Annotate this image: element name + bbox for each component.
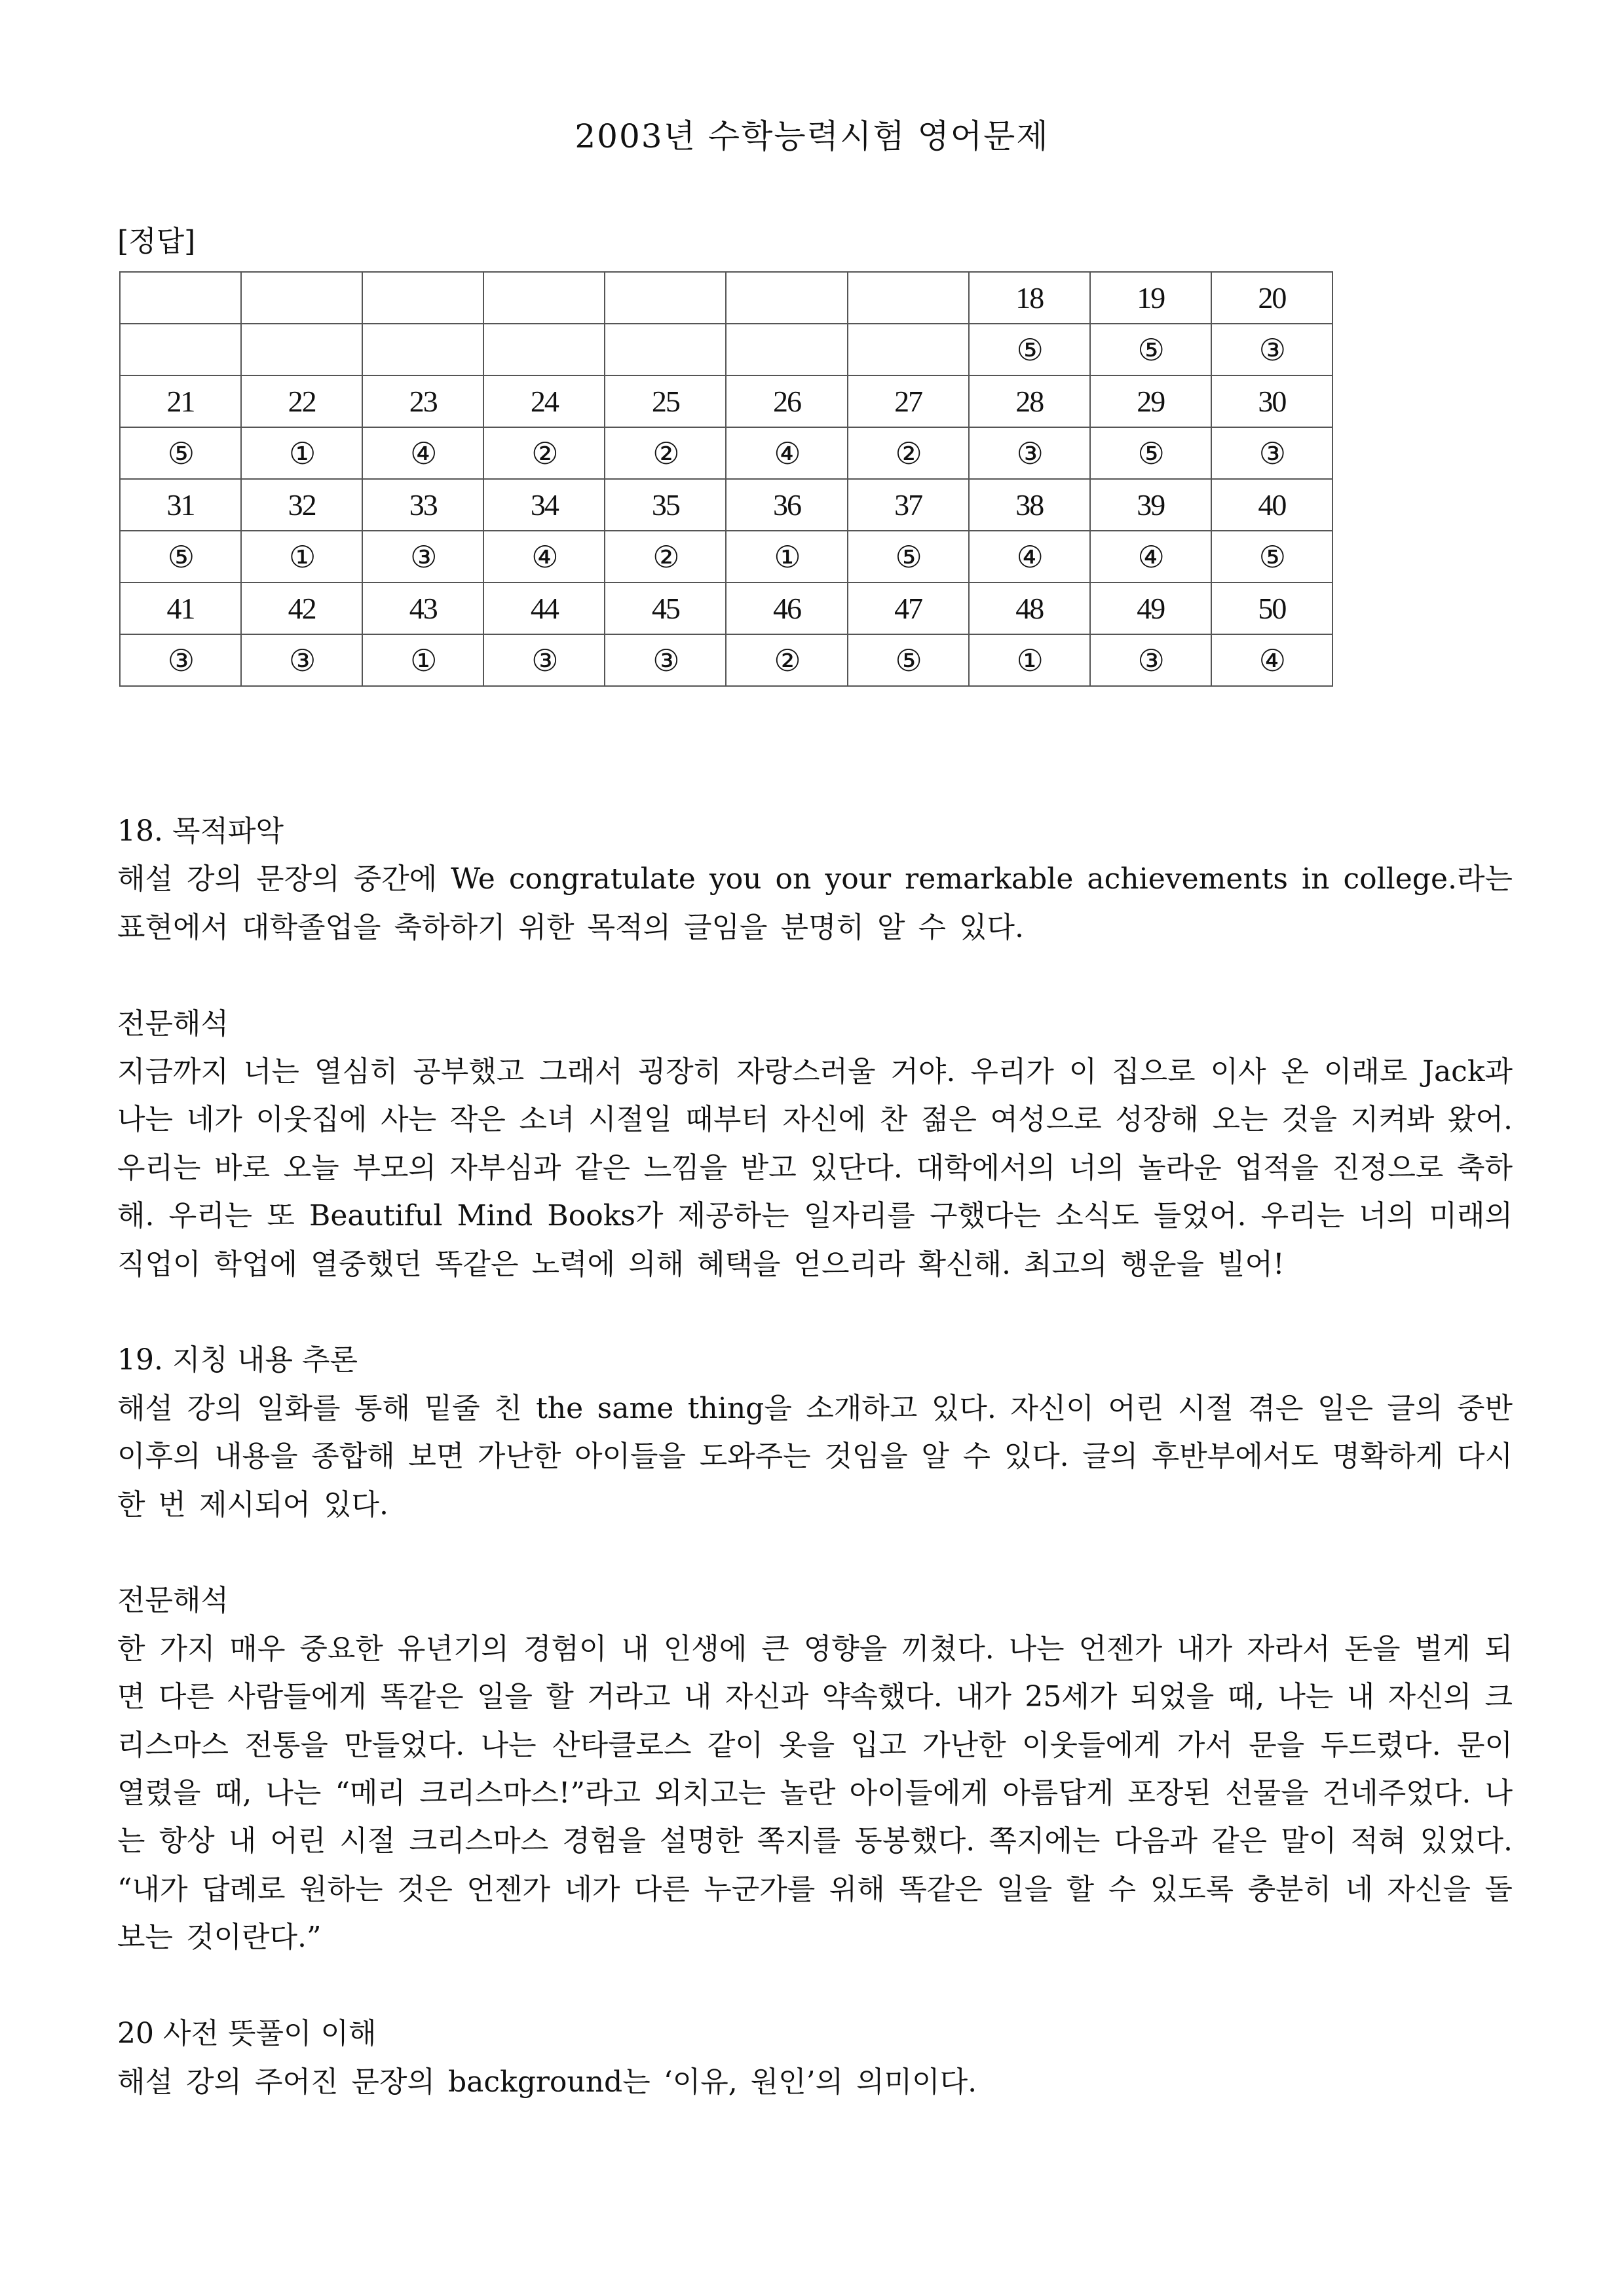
translation-paragraph: 한 가지 매우 중요한 유년기의 경험이 내 인생에 큰 영향을 끼쳤다. 나는 언젠가 내가 자라서 돈을 벌게 되면 다른 사람들에게 똑같은 일을 할 거라고 내 자신과 약속했다. 내가 25세가 되었을 때, 나는 내 자신의 크리스마스 전통을 만들었다. 나는 산타클로스 같이 옷을 입고 가난한 이웃들에게 가서 문을 두드렸다. 문이 열렸을 때, 나는 “메리 크리스마스!”라고 외치고는 놀란 아이들에게 아름답게 포장된 선물을 건네주었다. 나는 항상 내 어린 시절 크리스마스 경험을 설명한 쪽지를 동봉했다. 쪽지에는 다음과 같은 말이 적혀 있었다. “내가 답례로 원하는 것은 언젠가 네가 다른 누군가를 위해 똑같은 일을 할 수 있도록 충분히 네 자신을 돌보는 것이란다.” xyxy=(117,1632,1513,1955)
table-cell: 19 xyxy=(1090,272,1211,324)
table-cell xyxy=(362,324,483,375)
table-cell: ③ xyxy=(120,634,241,686)
table-cell: ③ xyxy=(1211,324,1332,375)
table-cell: ③ xyxy=(241,634,362,686)
section-heading: 20 사전 뜻풀이 이해 xyxy=(117,2017,377,2051)
table-cell: ④ xyxy=(1211,634,1332,686)
table-cell: ② xyxy=(483,427,605,479)
table-cell xyxy=(120,272,241,324)
section-gap xyxy=(117,1288,1513,1336)
table-cell: ① xyxy=(726,531,847,583)
table-row xyxy=(120,479,1332,531)
table-cell: 29 xyxy=(1090,375,1211,427)
table-cell: 41 xyxy=(120,583,241,634)
table-cell xyxy=(726,272,847,324)
table-cell: 42 xyxy=(241,583,362,634)
paragraph-gap xyxy=(117,1529,1513,1577)
table-cell: 24 xyxy=(483,375,605,427)
explanation-paragraph: 해설 강의 일화를 통해 밑줄 친 the same thing을 소개하고 있다. 자신이 어린 시절 겪은 일은 글의 중반 이후의 내용을 종합해 보면 가난한 아이들을 도와주는 것임을 알 수 있다. 글의 후반부에서도 명확하게 다시 한 번 제시되어 있다. xyxy=(117,1391,1513,1521)
table-cell: ① xyxy=(969,634,1090,686)
table-cell: 28 xyxy=(969,375,1090,427)
table-cell: 27 xyxy=(848,375,969,427)
table-cell xyxy=(605,272,726,324)
table-cell: ⑤ xyxy=(1090,427,1211,479)
paragraph-gap xyxy=(117,951,1513,999)
explanation-paragraph: 해설 강의 문장의 중간에 We congratulate you on your remarkable achievements in college.라는 표현에서 대학졸업을 축하하기 위한 목적의 글임을 분명히 알 수 있다. xyxy=(117,862,1513,944)
table-cell: ① xyxy=(241,427,362,479)
table-cell: 31 xyxy=(120,479,241,531)
table-cell: ⑤ xyxy=(969,324,1090,375)
table-cell: ③ xyxy=(483,634,605,686)
table-cell xyxy=(848,324,969,375)
table-cell: ⑤ xyxy=(1211,531,1332,583)
table-cell: ④ xyxy=(483,531,605,583)
explanation-paragraph: 해설 강의 주어진 문장의 background는 ‘이유, 원인’의 의미이다. xyxy=(117,2065,977,2099)
table-cell: 22 xyxy=(241,375,362,427)
table-cell: 50 xyxy=(1211,583,1332,634)
table-row xyxy=(120,375,1332,427)
table-cell: 37 xyxy=(848,479,969,531)
table-cell: 43 xyxy=(362,583,483,634)
table-cell: 38 xyxy=(969,479,1090,531)
table-cell: ⑤ xyxy=(1090,324,1211,375)
translation-paragraph: 지금까지 너는 열심히 공부했고 그래서 굉장히 자랑스러울 거야. 우리가 이 집으로 이사 온 이래로 Jack과 나는 네가 이웃집에 사는 작은 소녀 시절일 때부터 자신에 찬 젊은 여성으로 성장해 오는 것을 지켜봐 왔어. 우리는 바로 오늘 부모의 자부심과 같은 느낌을 받고 있단다. 대학에서의 너의 놀라운 업적을 진정으로 축하해. 우리는 또 Beautiful Mind Books가 제공하는 일자리를 구했다는 소식도 들었어. 우리는 너의 미래의 직업이 학업에 열중했던 똑같은 노력에 의해 혜택을 얻으리라 확신해. 최고의 행운을 빌어! xyxy=(117,1055,1513,1281)
translation-heading: 전문해석 xyxy=(117,1584,229,1618)
table-cell: 34 xyxy=(483,479,605,531)
table-cell: 26 xyxy=(726,375,847,427)
table-cell xyxy=(605,324,726,375)
table-cell: ③ xyxy=(969,427,1090,479)
table-cell: ⑤ xyxy=(120,427,241,479)
table-cell: ② xyxy=(605,531,726,583)
table-cell: ③ xyxy=(362,531,483,583)
table-cell: 18 xyxy=(969,272,1090,324)
table-cell: ③ xyxy=(1090,634,1211,686)
table-cell xyxy=(726,324,847,375)
table-cell: 46 xyxy=(726,583,847,634)
table-cell: 35 xyxy=(605,479,726,531)
table-cell xyxy=(241,324,362,375)
table-cell xyxy=(362,272,483,324)
table-cell: 32 xyxy=(241,479,362,531)
section-q20 xyxy=(117,2010,1513,2106)
table-cell: ⑤ xyxy=(848,634,969,686)
table-cell: 48 xyxy=(969,583,1090,634)
table-cell: 21 xyxy=(120,375,241,427)
table-cell: 23 xyxy=(362,375,483,427)
table-cell: ③ xyxy=(605,634,726,686)
answer-table xyxy=(119,271,1333,687)
table-row xyxy=(120,531,1332,583)
table-row xyxy=(120,634,1332,686)
table-cell: ⑤ xyxy=(848,531,969,583)
table-cell xyxy=(120,324,241,375)
table-cell: 47 xyxy=(848,583,969,634)
table-cell: 49 xyxy=(1090,583,1211,634)
section-heading: 18. 목적파악 xyxy=(117,814,284,848)
table-cell: 40 xyxy=(1211,479,1332,531)
table-row xyxy=(120,272,1332,324)
table-cell: ④ xyxy=(726,427,847,479)
table-cell: ① xyxy=(241,531,362,583)
table-cell: ④ xyxy=(969,531,1090,583)
section-q19 xyxy=(117,1336,1513,1961)
table-cell: ② xyxy=(848,427,969,479)
table-cell: 45 xyxy=(605,583,726,634)
table-cell: 25 xyxy=(605,375,726,427)
table-row xyxy=(120,324,1332,375)
table-cell: ③ xyxy=(1211,427,1332,479)
translation-heading: 전문해석 xyxy=(117,1006,229,1041)
table-cell: 39 xyxy=(1090,479,1211,531)
table-cell: 30 xyxy=(1211,375,1332,427)
table-cell: ① xyxy=(362,634,483,686)
table-cell: ④ xyxy=(1090,531,1211,583)
table-cell: 44 xyxy=(483,583,605,634)
table-cell: ② xyxy=(605,427,726,479)
table-cell xyxy=(483,324,605,375)
table-cell: ④ xyxy=(362,427,483,479)
section-q18 xyxy=(117,807,1513,1288)
table-cell: 33 xyxy=(362,479,483,531)
table-cell xyxy=(483,272,605,324)
section-heading: 19. 지칭 내용 추론 xyxy=(117,1343,358,1377)
table-row xyxy=(120,583,1332,634)
section-gap xyxy=(117,1962,1513,2010)
table-cell: 20 xyxy=(1211,272,1332,324)
document-title: 2003년 수학능력시험 영어문제 xyxy=(575,117,1049,155)
table-cell: ② xyxy=(726,634,847,686)
table-cell xyxy=(241,272,362,324)
answers-label: [정답] xyxy=(117,225,196,258)
table-cell: ⑤ xyxy=(120,531,241,583)
commentary-content xyxy=(117,807,1513,2106)
table-cell: 36 xyxy=(726,479,847,531)
table-cell xyxy=(848,272,969,324)
table-row xyxy=(120,427,1332,479)
